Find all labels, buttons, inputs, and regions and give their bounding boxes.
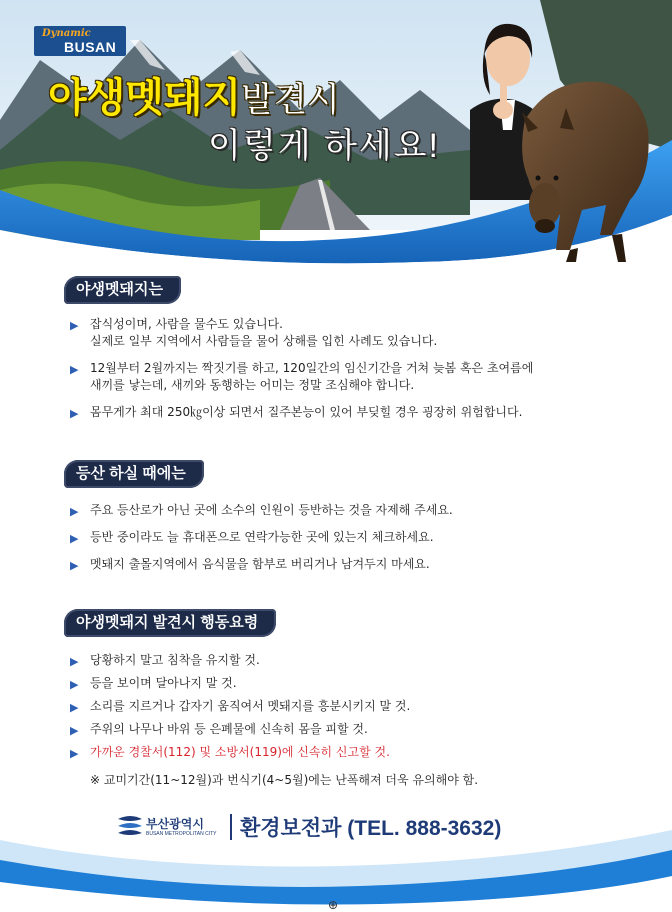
list-item	[70, 316, 630, 350]
triangle-right-icon: ▶	[70, 678, 79, 691]
list-item	[70, 529, 630, 546]
item-text: 몸무게가 최대 250㎏이상 되면서 질주본능이 있어 부딪힐 경우 굉장히 위험합니다.	[90, 405, 523, 419]
registration-crosshair-icon: ⊕	[328, 898, 339, 912]
list-item	[70, 652, 630, 669]
section-title-boar-facts: 야생멧돼지는	[64, 276, 181, 304]
list-item	[70, 404, 630, 421]
list-item	[70, 675, 630, 692]
triangle-right-icon: ▶	[70, 747, 79, 760]
footer-divider	[230, 814, 232, 840]
triangle-right-icon: ▶	[70, 724, 79, 737]
list-item	[70, 721, 630, 738]
item-text: 등을 보이며 달아나지 말 것.	[90, 676, 237, 690]
poster-title	[48, 66, 340, 123]
list-item	[70, 556, 630, 573]
title-emphasis: 야생멧돼지	[48, 76, 242, 120]
list-item-emergency-report	[70, 744, 630, 761]
list-item	[70, 698, 630, 715]
encounter-guide-list	[70, 652, 630, 767]
triangle-right-icon: ▶	[70, 532, 79, 545]
item-text: 주위의 나무나 바위 등 은폐물에 신속히 몸을 피할 것.	[90, 722, 368, 736]
logo-line1: Dynamic	[42, 28, 91, 39]
section-title-hiking: 등산 하실 때에는	[64, 460, 204, 488]
logo-line2: BUSAN	[64, 39, 117, 55]
busan-city-emblem-icon	[116, 813, 144, 839]
item-text: 12월부터 2월까지는 짝짓기를 하고, 120일간의 임신기간을 거쳐 늦봄 혹은 초여름에	[90, 361, 534, 375]
org-name-en: BUSAN METROPOLITAN CITY	[146, 831, 217, 837]
triangle-right-icon: ▶	[70, 407, 79, 420]
triangle-right-icon: ▶	[70, 559, 79, 572]
triangle-right-icon: ▶	[70, 363, 79, 376]
item-text: 소리를 지르거나 갑자기 움직여서 멧돼지를 흥분시키지 말 것.	[90, 699, 411, 713]
triangle-right-icon: ▶	[70, 655, 79, 668]
triangle-right-icon: ▶	[70, 701, 79, 714]
hiking-tips-list	[70, 502, 630, 583]
list-item	[70, 502, 630, 519]
item-text: 당황하지 말고 침착을 유지할 것.	[90, 653, 260, 667]
item-text: 주요 등산로가 아닌 곳에 소수의 인원이 등반하는 것을 자제해 주세요.	[90, 503, 453, 517]
department-contact: 환경보전과 (TEL. 888-3632)	[240, 817, 502, 840]
triangle-right-icon: ▶	[70, 505, 79, 518]
list-item	[70, 360, 630, 394]
poster-title-line2: 이렇게 하세요!	[208, 127, 440, 165]
busan-city-logo	[116, 813, 226, 843]
section-title-encounter-guide: 야생멧돼지 발견시 행동요령	[64, 609, 276, 637]
season-note: ※ 교미기간(11~12월)과 번식기(4~5월)에는 난폭해져 더욱 유의해야 함.	[90, 773, 479, 787]
item-text: 잡식성이며, 사람을 물수도 있습니다.	[90, 317, 283, 331]
item-text: 가까운 경찰서(112) 및 소방서(119)에 신속히 신고할 것.	[90, 745, 390, 759]
org-name: 부산광역시	[146, 817, 204, 831]
item-text: 등반 중이라도 늘 휴대폰으로 연락가능한 곳에 있는지 체크하세요.	[90, 530, 434, 544]
dynamic-busan-logo	[34, 26, 126, 56]
item-text: 새끼를 낳는데, 새끼와 동행하는 어미는 정말 조심해야 합니다.	[90, 378, 415, 392]
item-text: 실제로 일부 지역에서 사람들을 물어 상해를 입힌 사례도 있습니다.	[90, 334, 438, 348]
item-text: 멧돼지 출몰지역에서 음식물을 함부로 버리거나 남겨두지 마세요.	[90, 557, 430, 571]
triangle-right-icon: ▶	[70, 319, 79, 332]
title-rest: 발견시	[241, 81, 340, 119]
boar-facts-list	[70, 316, 630, 431]
